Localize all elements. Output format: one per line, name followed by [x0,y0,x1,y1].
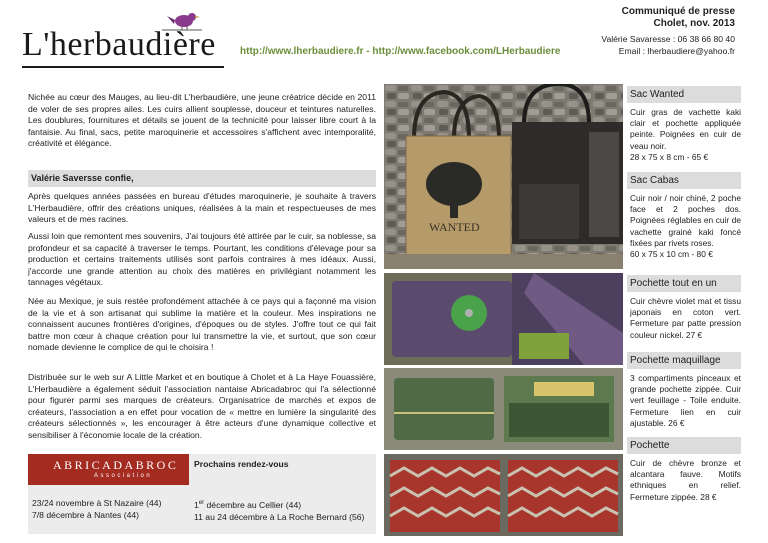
paragraph-4: Distribuée sur le web sur A Little Market et en boutique à Cholet et à La Haye Fouassière, L'Herbaudière a également séduit l'association nantaise Abricadabroc qui l'a sélectionné pour figurer parmi ses marques de créateurs. Organisatrice de marchés et expos de créateurs, l'association a en effet pour vocation de « mettre en lumière la singularité des créateurs sélectionnés », les encourager à être acteurs d'une dynamique collective et sensibiliser à l'économie locale de la création. [28,372,376,440]
rdv-list-left [32,497,161,521]
photo-pochette-maquillage [384,368,623,450]
website-link[interactable]: http://www.lherbaudiere.fr [240,46,364,57]
product-title-sac-cabas: Sac Cabas [627,172,741,189]
facebook-link[interactable]: http://www.facebook.com/LHerbaudiere [372,46,561,57]
product-title-pochette-tout-en-un: Pochette tout en un [627,275,741,292]
paragraph-3: Née au Mexique, je suis restée profondément attachée à ce pays qui a façonné ma vision de la vie et à son artisanat qui sublime la matière et la couleur. Mes inspirations ne connaissent aucunes frontières d'origines, d'époques ou de styles. J'offre tout ce qui fait battre mon cœur à chaque création pour lui transmettre la vie, et surtout, que son cœur nomade devienne le complice de qui le choisira ! [28,296,376,353]
paragraph-1: Après quelques années passées en bureau d'études maroquinerie, je souhaite à travers L'Herbaudière, offrir des créations uniques, réalisées à la main et respectueuses de mes valeurs et de mes racines. [28,191,376,225]
bags-illustration [384,84,623,269]
press-title: Communiqué de presse [621,6,735,17]
pouch-chevron-illustration [384,454,623,536]
rdv-list-right [194,497,364,523]
link-separator: - [363,46,373,57]
photo-pochette [384,454,623,536]
product-desc-sac-wanted: Cuir gras de vachette kaki clair et pochette appliquée peinte. Poignées en cuir de veau noir. 28 x 75 x 8 cm - 65 € [630,107,741,162]
product-title-sac-wanted: Sac Wanted [627,86,741,103]
logo-underline [22,66,224,68]
rdv-item: 1er décembre au Cellier (44) [194,499,302,510]
product-dims: 28 x 75 x 8 cm - 65 € [630,151,709,162]
rdv-title: Prochains rendez-vous [194,459,289,469]
confie-title: Valérie Saversse confie, [28,170,376,187]
abricadabroc-name: ABRICADABROC [53,458,179,472]
product-dims: 60 x 75 x 10 cm - 80 € [630,249,713,260]
product-desc-pochette: Cuir de chèvre bronze et alcantara fauve. Motifs ethniques en relief. Fermeture zippée. 28 € [630,458,741,502]
contact-email[interactable]: Email : lherbaudiere@yahoo.fr [618,46,735,56]
product-desc-sac-cabas: Cuir noir / noir chiné, 2 poche face et 2 poches dos. Poignées réglables en cuir de vachette grainé kaki foncé fixées par rivets roses. 60 x 75 x 10 cm - 80 € [630,193,741,260]
photo-bags [384,84,623,269]
rdv-item: 7/8 décembre à Nantes (44) [32,510,140,520]
press-date: Cholet, nov. 2013 [653,18,735,29]
contact-phone: Valérie Savaresse : 06 38 66 80 40 [601,34,735,44]
logo-text: L'herbaudière [22,26,216,63]
product-title-pochette: Pochette [627,437,741,454]
pouch-green-illustration [384,368,623,450]
rdv-item: 23/24 novembre à St Nazaire (44) [32,498,162,508]
paragraph-2: Aussi loin que remontent mes souvenirs, J'ai toujours été attirée par le cuir, sa noblesse, sa profondeur et sa capacité à traverser le temps. Pourtant, les conditions d'élevage pour sa production et certains traitements utilisés sont parfois contraires à mes idéaux. Aussi, j'accorde une grande attention au choix des matières en privilégiant notamment les tannages végétaux. [28,231,376,288]
bag-label: WANTED [429,220,480,234]
pouch-violet-illustration [384,273,623,365]
product-desc-pochette-tout-en-un: Cuir chèvre violet mat et tissu japonais en coton vert. Fermeture par patte pression couleur nickel. 27 € [630,296,741,340]
intro-text: Nichée au cœur des Mauges, au lieu-dit L'herbaudière, une jeune créatrice décide en 2011 de voler de ses propres ailes. Les cuirs allient souplesse, douceur et teintures naturelles. Les doublures, fournitures et détails se jouent de la technicité pour laisser libre court à la fantaisie. Au final, sacs, petite maroquinerie et accessoires s'affichent avec intemporalité, créativité et élégance. [28,92,376,149]
product-desc-pochette-maquillage: 3 compartiments pinceaux et grande pochette zippée. Cuir vert feuillage - Toile enduite. Fermeture lien en cuir ajustable. 26 € [630,373,741,428]
abricadabroc-sub: Association [94,473,153,479]
photo-pochette-tout-en-un [384,273,623,365]
logo [22,8,227,70]
product-title-pochette-maquillage: Pochette maquillage [627,352,741,369]
press-block [601,6,735,57]
header-links [240,46,560,57]
rdv-item: 11 au 24 décembre à La Roche Bernard (56) [194,511,365,522]
abricadabroc-logo [28,454,189,485]
